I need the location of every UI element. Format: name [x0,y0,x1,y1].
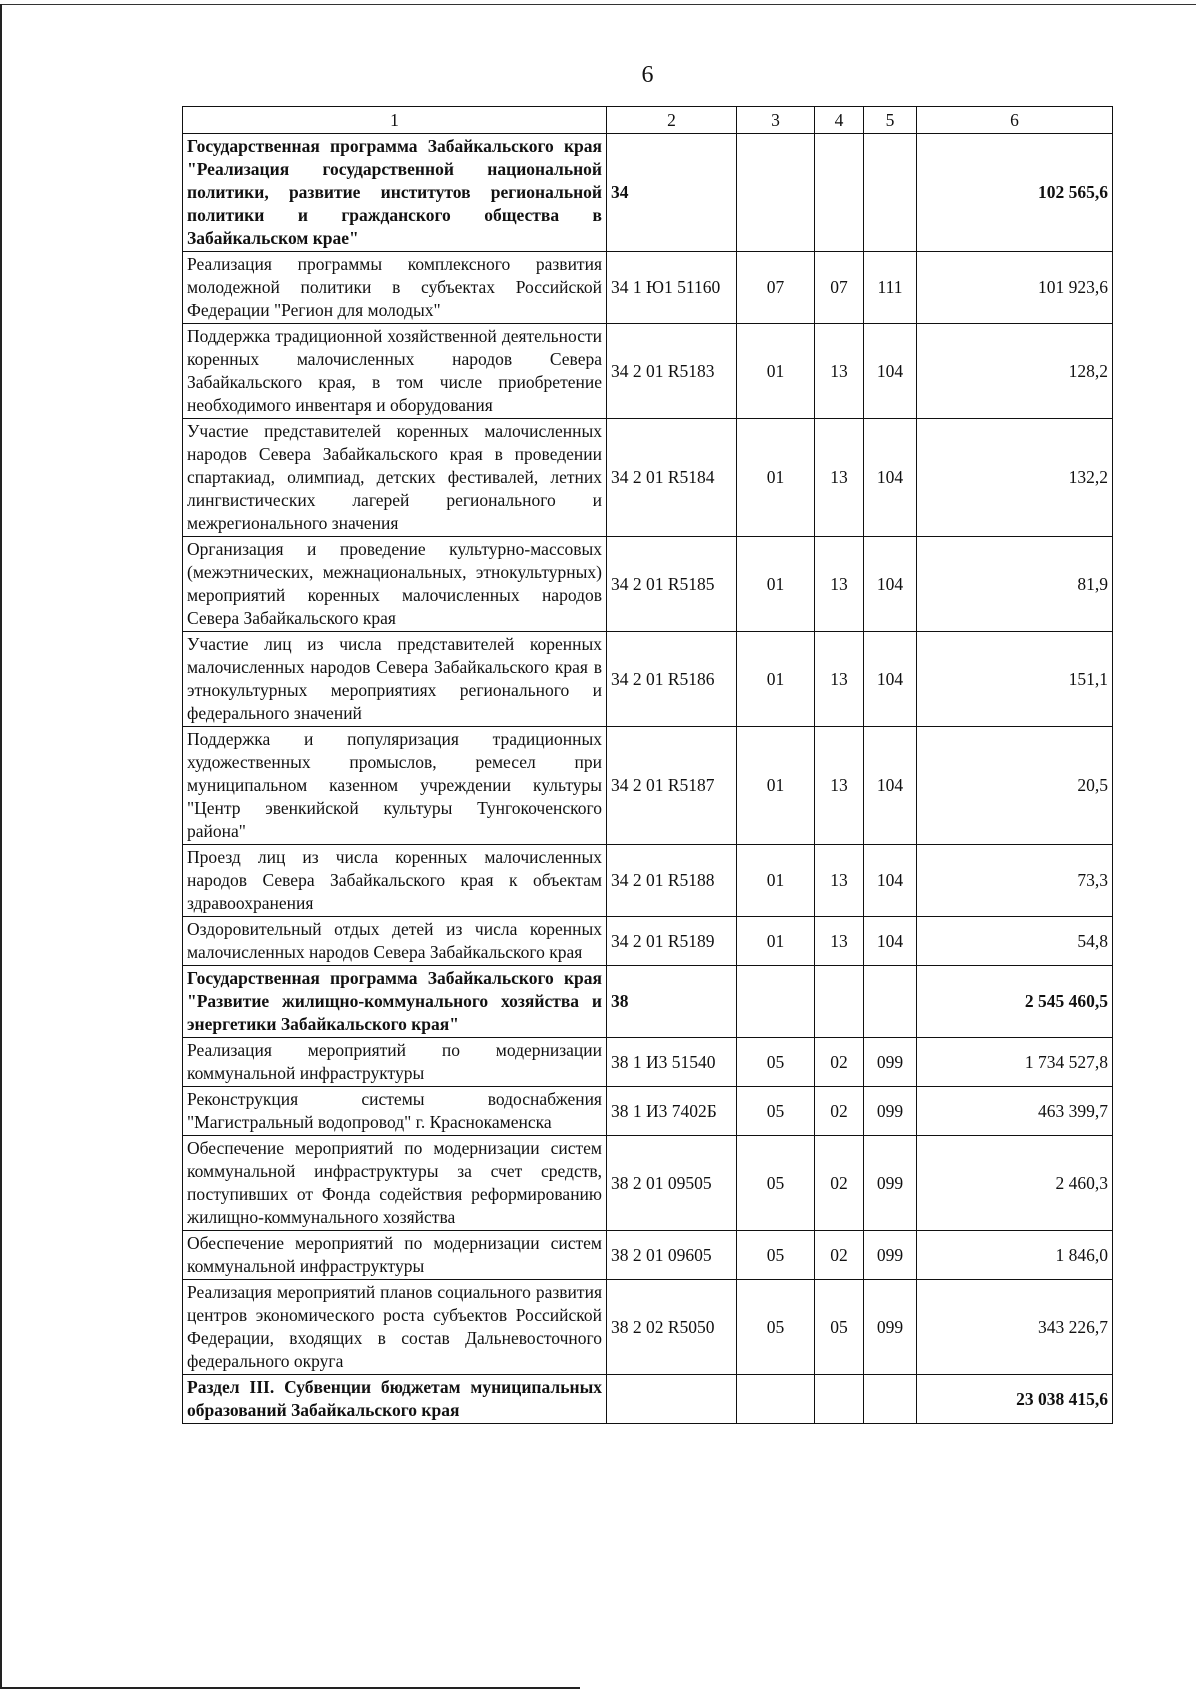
page-border-left [0,4,2,1689]
table-row [183,727,1113,845]
subsection-cell: 13 [815,537,864,632]
expense-type-cell: 111 [864,252,917,324]
expense-type-cell: 104 [864,324,917,419]
header-cell: 5 [864,107,917,134]
table-header-row [183,107,1113,134]
table-row [183,845,1113,917]
item-name-cell: Реконструкция системы водоснабжения "Магистральный водопровод" г. Краснокаменска [183,1087,607,1136]
amount-cell: 2 545 460,5 [917,966,1113,1038]
table-row [183,419,1113,537]
subsection-cell: 07 [815,252,864,324]
amount-cell: 128,2 [917,324,1113,419]
subsection-cell: 13 [815,324,864,419]
budget-table [182,106,1113,1424]
item-name-cell: Участие представителей коренных малочисленных народов Севера Забайкальского края в проведении спартакиад, олимпиад, детских фестивалей, летних лингвистических лагерей регионального и межрегионального значения [183,419,607,537]
amount-cell: 132,2 [917,419,1113,537]
section-cell: 05 [737,1038,815,1087]
section-cell: 01 [737,324,815,419]
subsection-cell: 02 [815,1038,864,1087]
item-name-cell: Реализация мероприятий по модернизации коммунальной инфраструктуры [183,1038,607,1087]
table-row [183,252,1113,324]
amount-cell: 23 038 415,6 [917,1375,1113,1424]
subsection-cell [815,134,864,252]
expense-type-cell: 099 [864,1136,917,1231]
section-cell [737,966,815,1038]
budget-code-cell: 34 2 01 R5185 [607,537,737,632]
expense-type-cell: 099 [864,1231,917,1280]
table-row [183,537,1113,632]
header-cell: 2 [607,107,737,134]
expense-type-cell: 104 [864,845,917,917]
table-row [183,134,1113,252]
section-cell: 05 [737,1136,815,1231]
section-cell: 01 [737,845,815,917]
budget-code-cell: 34 [607,134,737,252]
expense-type-cell: 104 [864,537,917,632]
amount-cell: 81,9 [917,537,1113,632]
subsection-cell: 05 [815,1280,864,1375]
section-cell: 01 [737,917,815,966]
budget-code-cell: 38 [607,966,737,1038]
budget-code-cell: 34 2 01 R5186 [607,632,737,727]
header-cell: 3 [737,107,815,134]
section-cell: 05 [737,1280,815,1375]
budget-code-cell: 38 2 02 R5050 [607,1280,737,1375]
section-cell: 07 [737,252,815,324]
budget-code-cell: 34 2 01 R5188 [607,845,737,917]
budget-code-cell: 38 2 01 09505 [607,1136,737,1231]
expense-type-cell: 104 [864,632,917,727]
page-border-top [0,4,1196,5]
expense-type-cell: 104 [864,917,917,966]
item-name-cell: Реализация мероприятий планов социального развития центров экономического роста субъектов Российской Федерации, входящих в состав Дальневосточного федерального округа [183,1280,607,1375]
amount-cell: 101 923,6 [917,252,1113,324]
expense-type-cell: 099 [864,1087,917,1136]
budget-code-cell: 34 2 01 R5183 [607,324,737,419]
budget-code-cell: 34 2 01 R5189 [607,917,737,966]
amount-cell: 343 226,7 [917,1280,1113,1375]
table-row [183,1087,1113,1136]
section-cell: 01 [737,419,815,537]
expense-type-cell [864,134,917,252]
amount-cell: 73,3 [917,845,1113,917]
expense-type-cell [864,1375,917,1424]
amount-cell: 1 734 527,8 [917,1038,1113,1087]
subsection-cell: 02 [815,1136,864,1231]
budget-code-cell: 34 1 Ю1 51160 [607,252,737,324]
budget-code-cell: 38 1 И3 51540 [607,1038,737,1087]
subsection-cell: 02 [815,1231,864,1280]
amount-cell: 102 565,6 [917,134,1113,252]
item-name-cell: Участие лиц из числа представителей коренных малочисленных народов Севера Забайкальского края в этнокультурных мероприятиях регионального и федерального значений [183,632,607,727]
section-cell: 05 [737,1087,815,1136]
section-cell [737,134,815,252]
item-name-cell: Раздел III. Субвенции бюджетам муниципальных образований Забайкальского края [183,1375,607,1424]
item-name-cell: Поддержка и популяризация традиционных художественных промыслов, ремесел при муниципальном казенном учреждении культуры "Центр эвенкийской культуры Тунгокоченского района" [183,727,607,845]
subsection-cell: 13 [815,917,864,966]
header-cell: 4 [815,107,864,134]
subsection-cell [815,1375,864,1424]
budget-code-cell [607,1375,737,1424]
section-cell: 01 [737,727,815,845]
item-name-cell: Оздоровительный отдых детей из числа коренных малочисленных народов Севера Забайкальского края [183,917,607,966]
section-cell: 01 [737,537,815,632]
item-name-cell: Реализация программы комплексного развития молодежной политики в субъектах Российской Федерации "Регион для молодых" [183,252,607,324]
amount-cell: 2 460,3 [917,1136,1113,1231]
expense-type-cell [864,966,917,1038]
amount-cell: 151,1 [917,632,1113,727]
table-row [183,1136,1113,1231]
budget-code-cell: 38 1 И3 7402Б [607,1087,737,1136]
item-name-cell: Организация и проведение культурно-массовых (межэтнических, межнациональных, этнокультурных) мероприятий коренных малочисленных народов Севера Забайкальского края [183,537,607,632]
table-row [183,917,1113,966]
section-cell: 01 [737,632,815,727]
subsection-cell: 13 [815,727,864,845]
table-row [183,1280,1113,1375]
amount-cell: 54,8 [917,917,1113,966]
table-row [183,1038,1113,1087]
table-row [183,632,1113,727]
item-name-cell: Поддержка традиционной хозяйственной деятельности коренных малочисленных народов Севера Забайкальского края, в том числе приобретение необходимого инвентаря и оборудования [183,324,607,419]
expense-type-cell: 099 [864,1280,917,1375]
item-name-cell: Государственная программа Забайкальского края "Реализация государственной национальной политики, развитие институтов региональной политики и гражданского общества в Забайкальском крае" [183,134,607,252]
subsection-cell: 13 [815,632,864,727]
expense-type-cell: 099 [864,1038,917,1087]
table-row [183,966,1113,1038]
budget-code-cell: 34 2 01 R5184 [607,419,737,537]
section-cell [737,1375,815,1424]
table-row [183,1375,1113,1424]
item-name-cell: Обеспечение мероприятий по модернизации систем коммунальной инфраструктуры за счет средств, поступивших от Фонда содействия реформированию жилищно-коммунального хозяйства [183,1136,607,1231]
section-cell: 05 [737,1231,815,1280]
expense-type-cell: 104 [864,727,917,845]
table-row [183,1231,1113,1280]
amount-cell: 20,5 [917,727,1113,845]
expense-type-cell: 104 [864,419,917,537]
header-cell: 6 [917,107,1113,134]
amount-cell: 1 846,0 [917,1231,1113,1280]
page-number: 6 [641,62,654,88]
budget-code-cell: 34 2 01 R5187 [607,727,737,845]
item-name-cell: Проезд лиц из числа коренных малочисленных народов Севера Забайкальского края к объектам здравоохранения [183,845,607,917]
amount-cell: 463 399,7 [917,1087,1113,1136]
subsection-cell [815,966,864,1038]
subsection-cell: 13 [815,845,864,917]
table-row [183,324,1113,419]
item-name-cell: Обеспечение мероприятий по модернизации систем коммунальной инфраструктуры [183,1231,607,1280]
header-cell: 1 [183,107,607,134]
budget-code-cell: 38 2 01 09605 [607,1231,737,1280]
subsection-cell: 02 [815,1087,864,1136]
subsection-cell: 13 [815,419,864,537]
page-border-bottom [0,1687,580,1689]
item-name-cell: Государственная программа Забайкальского края "Развитие жилищно-коммунального хозяйства и энергетики Забайкальского края" [183,966,607,1038]
